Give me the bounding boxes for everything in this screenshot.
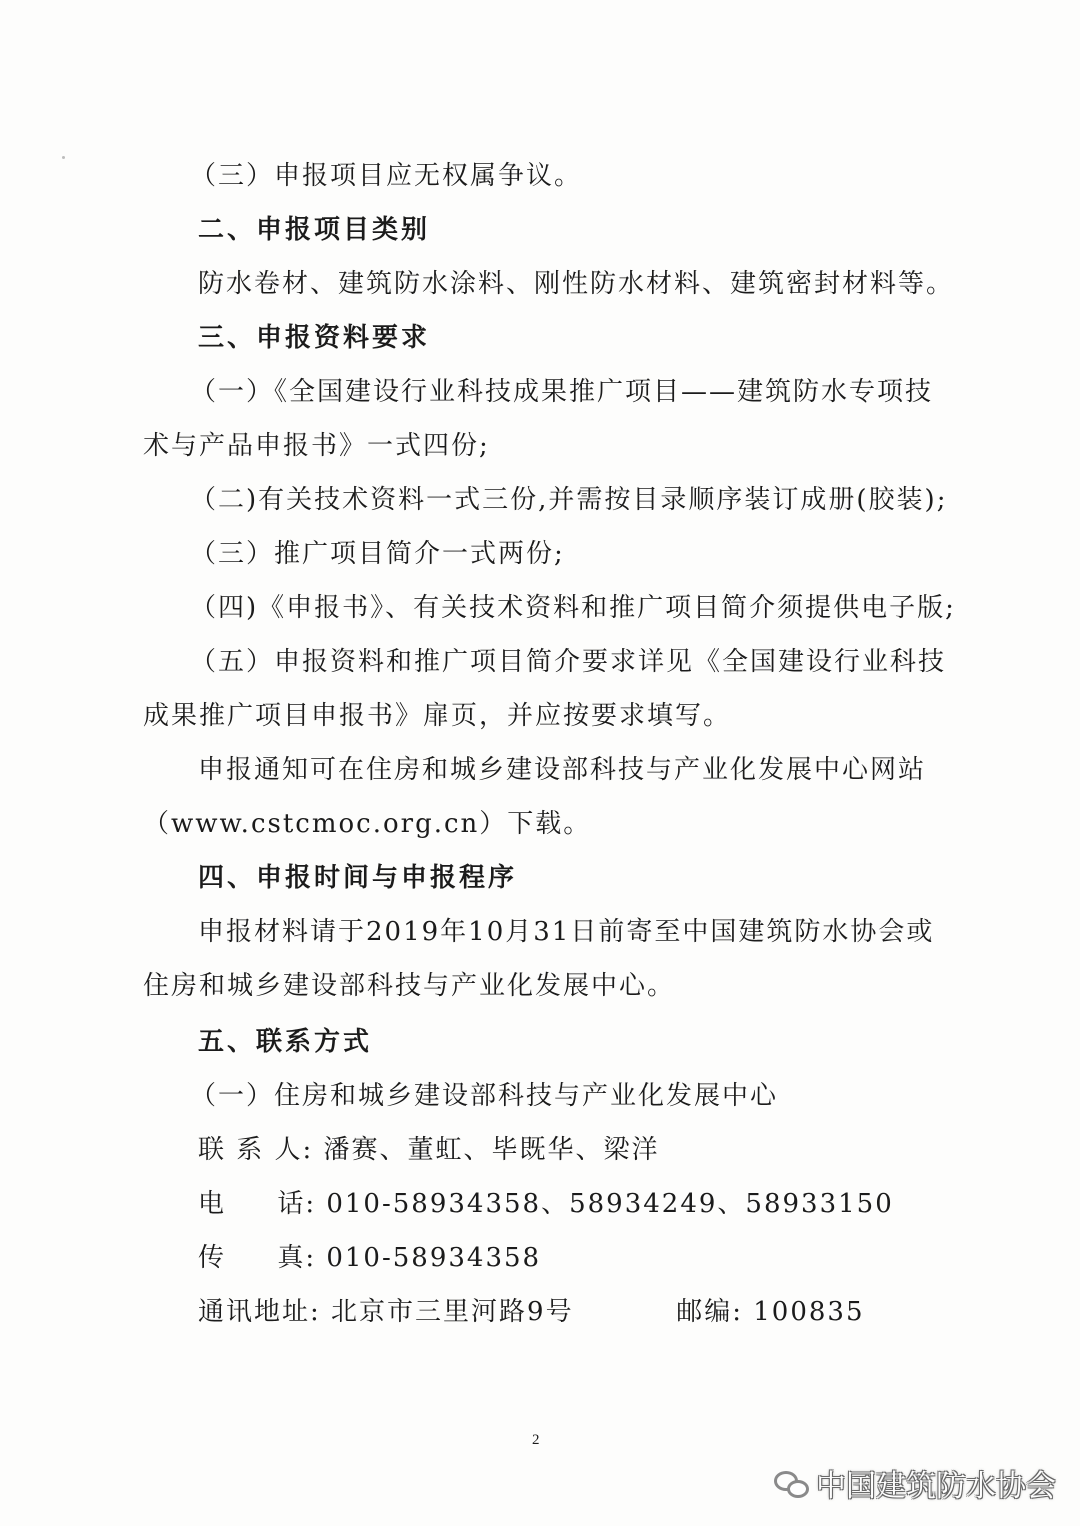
section-heading-contact: 五、联系方式: [198, 1027, 373, 1057]
categories-text: 防水卷材、建筑防水涂料、刚性防水材料、建筑密封材料等。: [198, 269, 955, 299]
item-three-no-dispute: （三）申报项目应无权属争议。: [190, 161, 583, 191]
materials-item-five-line2: 成果推广项目申报书》扉页，并应按要求填写。: [143, 701, 732, 731]
materials-item-four: （四)《申报书》、有关技术资料和推广项目简介须提供电子版;: [190, 593, 956, 623]
materials-item-two: （二)有关技术资料一式三份,并需按目录顺序装订成册(胶装);: [190, 485, 948, 515]
scan-speck: [62, 156, 65, 159]
contact-organization: （一）住房和城乡建设部科技与产业化发展中心: [190, 1081, 779, 1111]
section-heading-time-procedure: 四、申报时间与申报程序: [198, 863, 518, 893]
materials-item-three: （三）推广项目简介一式两份;: [190, 539, 565, 569]
download-notice-line1: 申报通知可在住房和城乡建设部科技与产业化发展中心网站: [198, 755, 927, 785]
download-notice-line2: （www.cstcmoc.org.cn）下载。: [143, 809, 592, 839]
section-heading-materials: 三、申报资料要求: [198, 323, 431, 353]
deadline-text-line1: 申报材料请于2019年10月31日前寄至中国建筑防水协会或: [198, 917, 935, 947]
page-number: 2: [532, 1432, 540, 1448]
section-heading-categories: 二、申报项目类别: [198, 215, 431, 245]
contact-phone: 电 话: 010-58934358、58934249、58933150: [198, 1189, 894, 1219]
deadline-text-line2: 住房和城乡建设部科技与产业化发展中心。: [143, 971, 676, 1001]
contact-address-postcode: 通讯地址: 北京市三里河路9号 邮编: 100835: [198, 1297, 865, 1327]
watermark: [774, 1461, 1056, 1505]
materials-item-five-line1: （五）申报资料和推广项目简介要求详见《全国建设行业科技: [190, 647, 947, 677]
wechat-icon: [774, 1468, 808, 1498]
materials-item-one-line2: 术与产品申报书》一式四份;: [143, 431, 490, 461]
watermark-text: 中国建筑防水协会: [816, 1469, 1056, 1504]
contact-fax: 传 真: 010-58934358: [198, 1243, 542, 1273]
materials-item-one-line1: （一）《全国建设行业科技成果推广项目——建筑防水专项技: [190, 377, 934, 407]
contact-persons: 联 系 人: 潘赛、董虹、毕既华、梁洋: [198, 1135, 660, 1165]
